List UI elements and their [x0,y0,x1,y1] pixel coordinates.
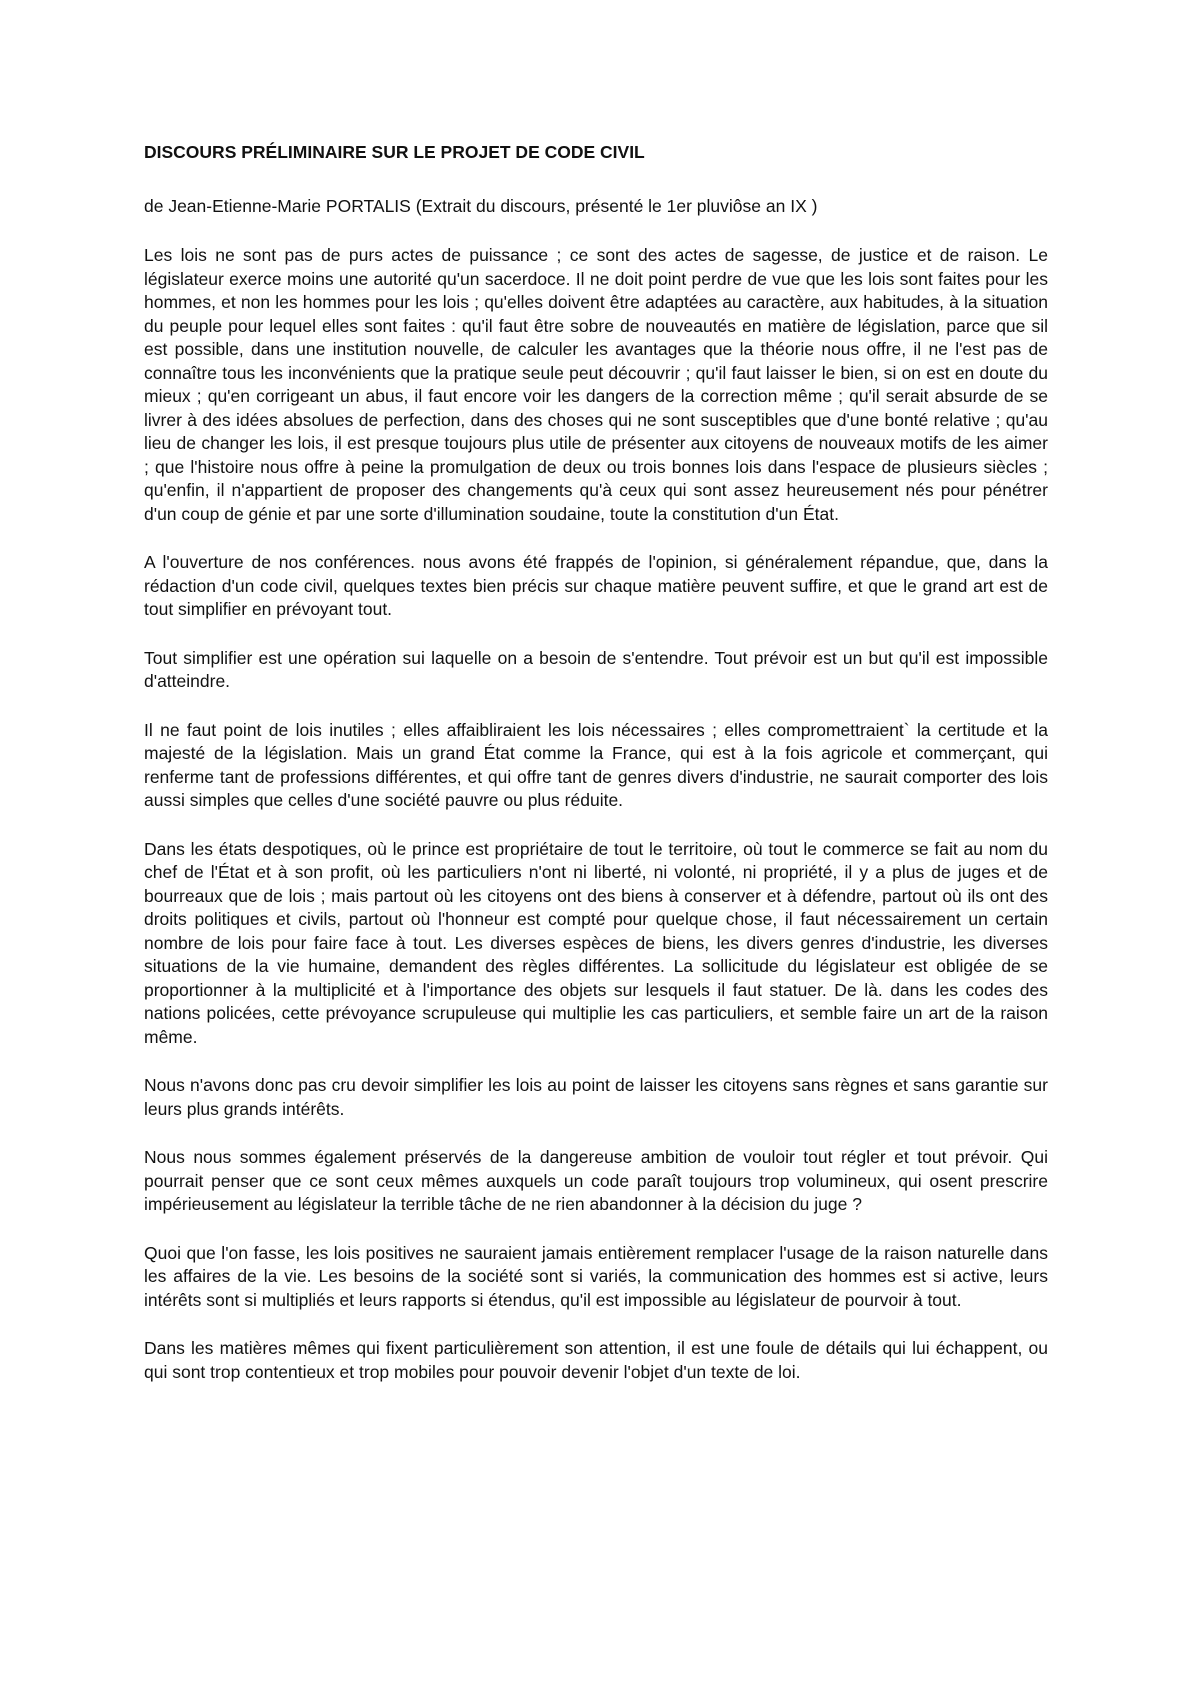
document-title: DISCOURS PRÉLIMINAIRE SUR LE PROJET DE CODE CIVIL [144,142,645,162]
document-page [144,140,1048,1409]
paragraph-6: Nous n'avons donc pas cru devoir simplifier les lois au point de laisser les citoyens sans règnes et sans garantie sur leurs plus grands intérêts. [144,1075,1048,1119]
paragraph-1: Les lois ne sont pas de purs actes de puissance ; ce sont des actes de sagesse, de justice et de raison. Le législateur exerce moins une autorité qu'un sacerdoce. Il ne doit point perdre de vue que les lois sont faites pour les hommes, et non les hommes pour les lois ; qu'elles doivent être adaptées au caractère, aux habitudes, à la situation du peuple pour lequel elles sont faites : qu'il faut être sobre de nouveautés en matière de législation, parce que sil est possible, dans une institution nouvelle, de calculer les avantages que la théorie nous offre, il ne l'est pas de connaître tous les inconvénients que la pratique seule peut découvrir ; qu'il faut laisser le bien, si on est en doute du mieux ; qu'en corrigeant un abus, il faut encore voir les dangers de la correction même ; qu'il serait absurde de se livrer à des idées absolues de perfection, dans des choses qui ne sont susceptibles que d'une bonté relative ; qu'au lieu de changer les lois, il est presque toujours plus utile de présenter aux citoyens de nouveaux motifs de les aimer ; que l'histoire nous offre à peine la promulgation de deux ou trois bonnes lois dans l'espace de plusieurs siècles ; qu'enfin, il n'appartient de proposer des changements qu'à ceux qui sont assez heureusement nés pour pénétrer d'un coup de génie et par une sorte d'illumination soudaine, toute la constitution d'un État. [144,245,1048,524]
paragraph-2: A l'ouverture de nos conférences. nous avons été frappés de l'opinion, si généralement répandue, que, dans la rédaction d'un code civil, quelques textes bien précis sur chaque matière peuvent suffire, et que le grand art est de tout simplifier en prévoyant tout. [144,552,1048,619]
paragraph-4: Il ne faut point de lois inutiles ; elles affaibliraient les lois nécessaires ; elles compromettraient` la certitude et la majesté de la législation. Mais un grand État comme la France, qui est à la fois agricole et commerçant, qui renferme tant de professions différentes, et qui offre tant de genres divers d'industrie, ne saurait comporter des lois aussi simples que celles d'une société pauvre ou plus réduite. [144,719,1048,810]
document-subtitle: de Jean-Etienne-Marie PORTALIS (Extrait du discours, présenté le 1er pluviôse an IX ) [144,196,818,216]
paragraph-9: Dans les matières mêmes qui fixent particulièrement son attention, il est une foule de détails qui lui échappent, ou qui sont trop contentieux et trop mobiles pour pouvoir devenir l'objet d'un texte de loi. [144,1338,1048,1382]
paragraph-5: Dans les états despotiques, où le prince est propriétaire de tout le territoire, où tout le commerce se fait au nom du chef de l'État et à son profit, où les particuliers n'ont ni liberté, ni volonté, ni propriété, il y a plus de juges et de bourreaux que de lois ; mais partout où les citoyens ont des biens à conserver et à défendre, partout où ils ont des droits politiques et civils, partout où l'honneur est compté pour quelque chose, il faut nécessairement un certain nombre de lois pour faire face à tout. Les diverses espèces de biens, les divers genres d'industrie, les diverses situations de la vie humaine, demandent des règles différentes. La sollicitude du législateur est obligée de se proportionner à la multiplicité et à l'importance des objets sur lesquels il faut statuer. De là. dans les codes des nations policées, cette prévoyance scrupuleuse qui multiplie les cas particuliers, et semble faire un art de la raison même. [144,838,1048,1047]
paragraph-8: Quoi que l'on fasse, les lois positives ne sauraient jamais entièrement remplacer l'usage de la raison naturelle dans les affaires de la vie. Les besoins de la société sont si variés, la communication des hommes est si active, leurs intérêts sont si multipliés et leurs rapports si étendus, qu'il est impossible au législateur de pourvoir à tout. [144,1242,1048,1310]
paragraph-7: Nous nous sommes également préservés de la dangereuse ambition de vouloir tout régler et tout prévoir. Qui pourrait penser que ce sont ceux mêmes auxquels un code paraît toujours trop volumineux, qui osent prescrire impérieusement au législateur la terrible tâche de ne rien abandonner à la décision du juge ? [144,1147,1048,1214]
paragraph-3: Tout simplifier est une opération sui laquelle on a besoin de s'entendre. Tout prévoir est un but qu'il est impossible d'atteindre. [144,647,1048,691]
